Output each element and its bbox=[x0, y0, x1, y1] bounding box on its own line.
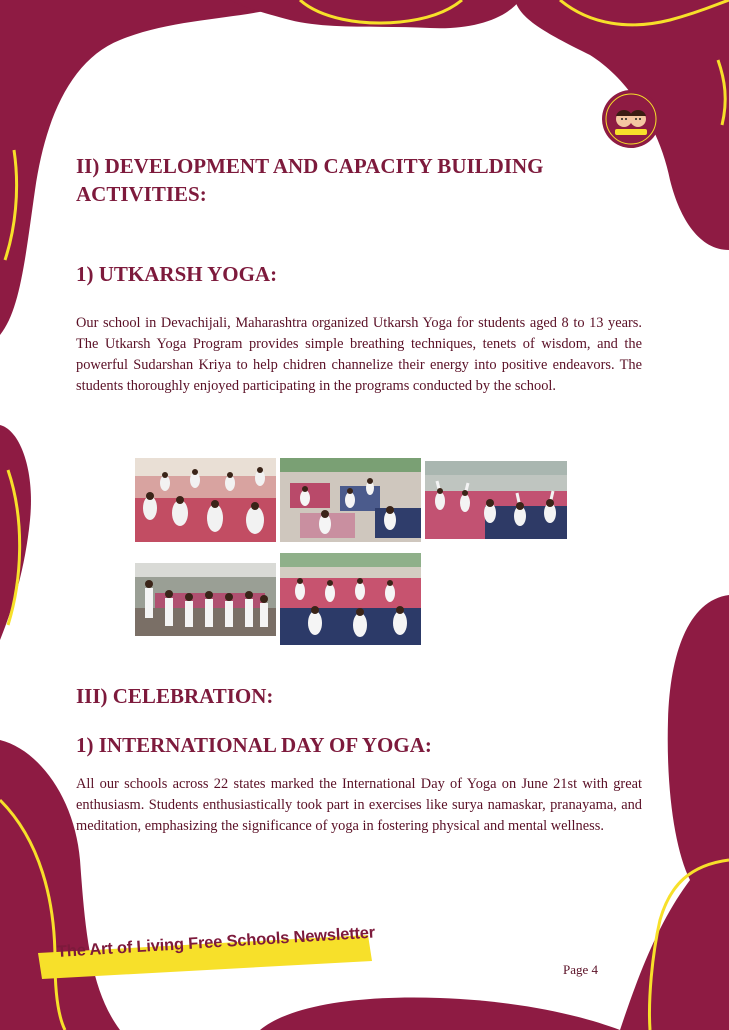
paragraph-utkarsh-yoga: Our school in Devachijali, Maharashtra organized Utkarsh Yoga for students aged 8 to 13 years. The Utkarsh Yoga Program provides simple breathing techniques, tenets of wisdom, and the powerful Sudarshan Kriya to help chidren channelize their energy into positive endeavors. The students thoroughly enjoyed participating in the programs conducted by the school. bbox=[76, 315, 642, 394]
photo-yoga-3 bbox=[425, 461, 567, 539]
page-number: Page 4 bbox=[563, 962, 599, 977]
photo-yoga-4 bbox=[135, 563, 276, 636]
section-heading-development: II) DEVELOPMENT AND CAPACITY BUILDING ACTIVITIES: bbox=[76, 154, 544, 206]
photo-yoga-1 bbox=[135, 458, 276, 542]
paragraph-international-day-of-yoga: All our schools across 22 states marked the International Day of Yoga on June 21st with great enthusiasm. Students enthusiastically took part in exercises like surya namaskar, pranayama, and meditation, emphasizing the significance of yoga in fostering physical and mental wellness. bbox=[76, 776, 642, 834]
newsletter-title: The Art of Living Free Schools Newsletter bbox=[56, 923, 376, 961]
free-schools-logo bbox=[601, 89, 661, 149]
photo-yoga-2 bbox=[280, 458, 421, 542]
section-heading-celebration: III) CELEBRATION: bbox=[76, 684, 274, 708]
subheading-utkarsh-yoga: 1) UTKARSH YOGA: bbox=[76, 262, 278, 286]
subheading-international-day-of-yoga: 1) INTERNATIONAL DAY OF YOGA: bbox=[76, 733, 432, 757]
photo-yoga-5 bbox=[280, 553, 421, 645]
